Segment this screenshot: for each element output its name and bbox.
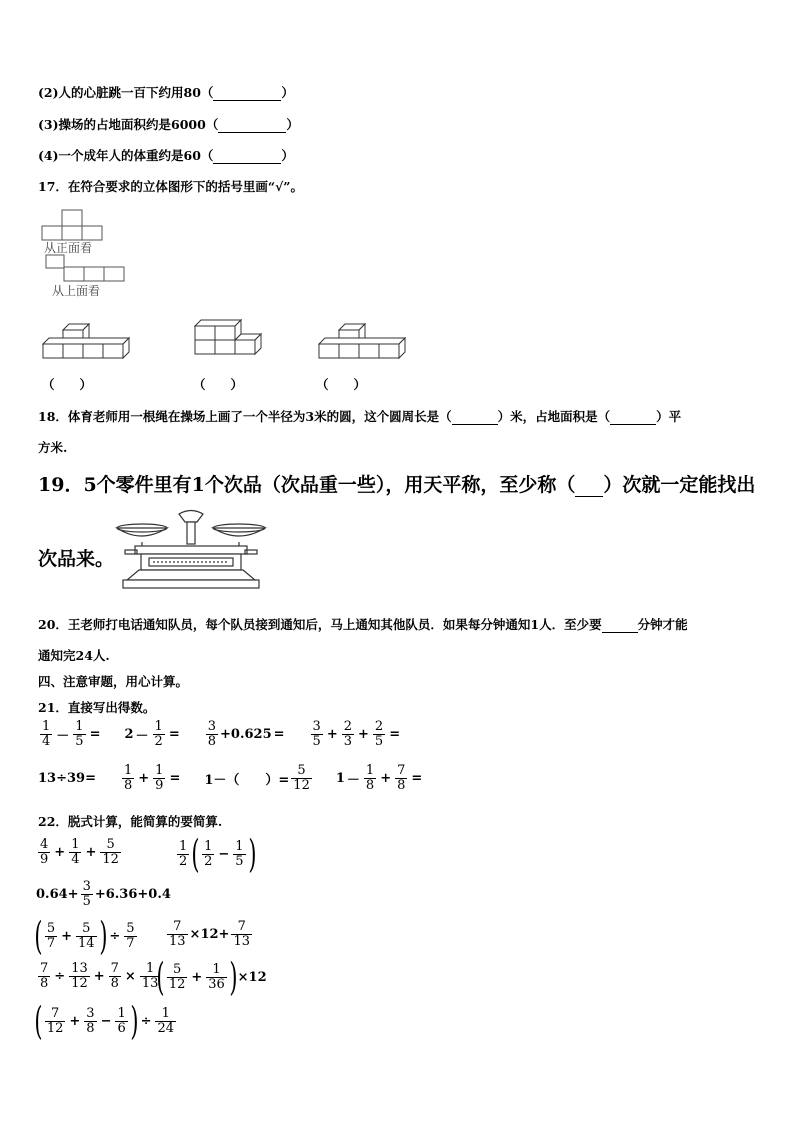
- q16-item-2: (2)人的心脏跳一百下约用80（ ）: [38, 85, 294, 100]
- q22-problem-1: $\frac{4}{9}$ + $\frac{1}{4}$ + $\frac{5}{12}$: [40, 837, 119, 867]
- fraction: $\frac{1}{2}$: [179, 838, 188, 869]
- q19-line2: 次品来。: [38, 548, 115, 570]
- fraction: $\frac{3}{5}$: [312, 719, 321, 749]
- fraction: $\frac{5}{12}$: [293, 763, 310, 793]
- q16-item-4: (4)一个成年人的体重约是60（ ）: [38, 148, 294, 163]
- fraction: $\frac{7}{8}$: [40, 961, 49, 991]
- fraction: $\frac{2}{5}$: [374, 719, 384, 749]
- fraction: $\frac{5}{14}$: [78, 920, 95, 951]
- q17-answer-b[interactable]: （ ）: [193, 377, 244, 392]
- section-4-heading: 四、注意审题，用心计算。: [38, 674, 189, 689]
- q22-problem-6: $\frac{7}{8}$ ÷ $\frac{13}{12}$ + $\frac{7}{8}$ × $\frac{1}{13}$: [40, 961, 159, 991]
- q22-problem-5: $\frac{7}{13}$ ×12+ $\frac{7}{13}$: [169, 919, 250, 949]
- fraction: $\frac{7}{12}$: [46, 1005, 64, 1036]
- q22-text: 22．脱式计算，能简算的要简算.: [38, 814, 223, 829]
- q17-answer-a[interactable]: （ ）: [42, 377, 93, 392]
- q17-option-a-figure: [38, 318, 138, 360]
- circumference-blank[interactable]: [452, 412, 498, 425]
- minutes-blank[interactable]: [602, 620, 638, 633]
- balance-scale-image: [113, 508, 273, 593]
- q21-text: 21．直接写出得数。: [38, 700, 156, 715]
- fraction: $\frac{1}{36}$: [208, 961, 225, 992]
- q22-problem-8: ( $\frac{7}{12}$ + $\frac{3}{8}$ − $\frac{1}{6}$ ) ÷ $\frac{1}{24}$: [34, 999, 175, 1043]
- q17-option-c-figure: [314, 318, 409, 360]
- fraction: $\frac{5}{12}$: [102, 837, 119, 867]
- fraction: $\frac{1}{2}$: [154, 719, 163, 749]
- fraction: $\frac{7}{13}$: [233, 919, 250, 949]
- fraction: $\frac{7}{8}$: [397, 763, 406, 793]
- fraction: $\frac{3}{8}$: [207, 719, 217, 749]
- q22-problem-3: 0.64+ $\frac{3}{5}$ +6.36+0.4: [36, 879, 171, 909]
- q22-problem-7: ( $\frac{5}{12}$ + $\frac{1}{36}$ ) ×12: [156, 955, 267, 999]
- fraction: $\frac{7}{13}$: [169, 919, 186, 949]
- q19-line1: 19．5个零件里有1个次品（次品重一些），用天平称，至少称（ ）次就一定能找出: [38, 474, 756, 496]
- q18-line2: 方米.: [38, 440, 68, 455]
- q22-problem-2: $\frac{1}{2}$ ( $\frac{1}{2}$ − $\frac{1}{5}$ ): [179, 832, 257, 876]
- fraction: $\frac{1}{4}$: [42, 719, 51, 749]
- top-view-label: 从上面看: [52, 284, 101, 298]
- fraction: $\frac{5}{12}$: [168, 961, 186, 992]
- front-view-label: 从正面看: [44, 241, 93, 255]
- answer-blank[interactable]: [213, 88, 281, 101]
- fraction: $\frac{7}{8}$: [110, 961, 119, 991]
- fraction: $\frac{3}{8}$: [86, 1005, 95, 1036]
- fraction: $\frac{1}{24}$: [157, 1005, 175, 1036]
- fraction: $\frac{3}{5}$: [82, 879, 91, 909]
- fraction: $\frac{2}{3}$: [343, 719, 352, 749]
- q21-row2: 13÷39= $\frac{1}{8}$ + $\frac{1}{9}$ = 1－（ ）= $\frac{5}{12}$ 1 － $\frac{1}{8}$ + $\frac{7}{8}$ =: [38, 763, 423, 793]
- fraction: $\frac{5}{7}$: [46, 920, 56, 951]
- q16-item-3: (3)操场的占地面积约是6000（ ）: [38, 117, 299, 132]
- fraction: $\frac{5}{7}$: [126, 920, 135, 951]
- q20-line2: 通知完24人.: [38, 648, 110, 663]
- fraction: $\frac{1}{2}$: [204, 838, 213, 869]
- q21-row1: $\frac{1}{4}$ － $\frac{1}{5}$ = 2 － $\frac{1}{2}$ = $\frac{3}{8}$ +0.625 = $\frac{3}{5}$ + $\frac{2}{3}$ + $\frac{2}{5}$ =: [42, 719, 401, 749]
- fraction: $\frac{1}{9}$: [155, 763, 164, 793]
- q17-views-figure: [38, 205, 138, 300]
- fraction: $\frac{1}{8}$: [365, 763, 375, 793]
- q17-text: 17．在符合要求的立体图形下的括号里画“√”。: [38, 179, 303, 194]
- fraction: $\frac{1}{5}$: [75, 719, 84, 749]
- answer-blank[interactable]: [218, 120, 286, 133]
- fraction: $\frac{13}{12}$: [71, 961, 88, 991]
- fraction: $\frac{1}{4}$: [71, 837, 80, 867]
- area-blank[interactable]: [610, 412, 656, 425]
- q20-line1: 20．王老师打电话通知队员，每个队员接到通知后，马上通知其他队员．如果每分钟通知1人．至少要 分钟才能: [38, 617, 688, 632]
- q18-line1: 18．体育老师用一根绳在操场上画了一个半径为3米的圆，这个圆周长是（ ）米，占地面积是（ ）平: [38, 409, 682, 424]
- weigh-count-blank[interactable]: [575, 478, 603, 497]
- fraction: $\frac{1}{13}$: [141, 961, 159, 991]
- answer-blank[interactable]: [213, 151, 281, 164]
- q22-problem-4: ( $\frac{5}{7}$ + $\frac{5}{14}$ ) ÷ $\frac{5}{7}$: [34, 914, 135, 958]
- fraction: $\frac{4}{9}$: [40, 837, 49, 867]
- fraction: $\frac{1}{6}$: [117, 1005, 126, 1036]
- q17-option-b-figure: [190, 316, 275, 356]
- fraction: $\frac{1}{8}$: [123, 763, 133, 793]
- fraction: $\frac{1}{5}$: [235, 838, 244, 869]
- q17-answer-c[interactable]: （ ）: [316, 377, 367, 392]
